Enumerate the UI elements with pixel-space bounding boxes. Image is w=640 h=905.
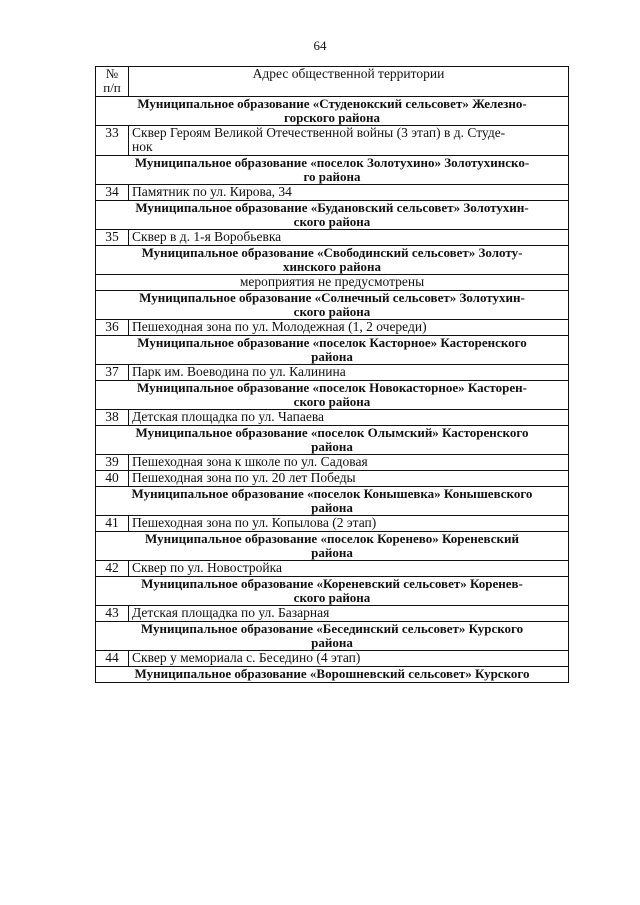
- territory-address-line: Сквер Героям Великой Отечественной войны (3 этап) в д. Студе-: [132, 125, 506, 140]
- municipality-name-line: Муниципальное образование «поселок Золотухино» Золотухинско-: [134, 155, 530, 170]
- municipality-section-row: [96, 381, 569, 410]
- territory-address-line: Пешеходная зона по ул. Копылова (2 этап): [132, 515, 377, 530]
- municipality-section-row: [96, 201, 569, 230]
- municipality-section-row: [96, 577, 569, 606]
- territory-address-cell: [129, 455, 569, 471]
- municipality-name-line: ского района: [293, 590, 371, 605]
- municipality-name-line: Муниципальное образование «Свободинский сельсовет» Золоту-: [141, 245, 523, 260]
- territory-address-cell: [129, 561, 569, 577]
- territory-address-cell: [129, 516, 569, 532]
- municipality-name-line: района: [311, 635, 353, 650]
- municipality-name-line: горского района: [284, 110, 380, 125]
- territory-address-line: Детская площадка по ул. Базарная: [132, 605, 330, 620]
- row-number: 36: [96, 320, 129, 336]
- territory-row: [96, 126, 569, 156]
- row-number: 37: [96, 365, 129, 381]
- territory-row: [96, 471, 569, 487]
- territory-row: [96, 320, 569, 336]
- territory-row: [96, 606, 569, 622]
- territory-address-cell: [129, 471, 569, 487]
- territory-address-cell: [129, 126, 569, 156]
- municipality-section-row: [96, 246, 569, 275]
- municipality-section-row: [96, 532, 569, 561]
- municipality-name-line: хинского района: [282, 259, 382, 274]
- territory-address-line: Памятник по ул. Кирова, 34: [132, 184, 292, 199]
- territory-address-cell: [129, 410, 569, 426]
- row-number: 38: [96, 410, 129, 426]
- row-number: 34: [96, 185, 129, 201]
- header-address-cell: Адрес общественной территории: [129, 67, 569, 97]
- municipality-name-cell: [96, 201, 569, 230]
- municipality-section-row: [96, 667, 569, 683]
- municipality-name-line: Муниципальное образование «Студенокский сельсовет» Железно-: [137, 96, 527, 111]
- municipality-name-cell: [96, 622, 569, 651]
- municipality-section-row: [96, 156, 569, 185]
- territory-row: [96, 651, 569, 667]
- municipality-name-line: Муниципальное образование «поселок Олымский» Касторенского: [135, 425, 529, 440]
- page-number: 64: [313, 38, 327, 53]
- territory-row: [96, 455, 569, 471]
- territory-address-line: Сквер по ул. Новостройка: [132, 560, 282, 575]
- header-num-abbr: п/п: [103, 80, 121, 95]
- territory-address-line: Сквер в д. 1-я Воробьевка: [132, 229, 282, 244]
- municipality-name-line: района: [311, 439, 353, 454]
- municipality-name-line: ского района: [293, 304, 371, 319]
- municipality-name-line: Муниципальное образование «Бесединский сельсовет» Курского: [140, 621, 524, 636]
- municipality-name-cell: [96, 426, 569, 455]
- row-number: 43: [96, 606, 129, 622]
- territory-row: [96, 516, 569, 532]
- territory-address-cell: [129, 230, 569, 246]
- row-number: 42: [96, 561, 129, 577]
- municipality-name-cell: [96, 532, 569, 561]
- row-number: 33: [96, 126, 129, 156]
- territory-row: [96, 230, 569, 246]
- territory-address-line: Пешеходная зона по ул. Молодежная (1, 2 очереди): [132, 319, 427, 334]
- municipality-name-line: ского района: [293, 394, 371, 409]
- table-header-row: [96, 67, 569, 97]
- territory-row: [96, 365, 569, 381]
- municipality-section-row: [96, 487, 569, 516]
- row-number: 39: [96, 455, 129, 471]
- header-num-cell: [96, 67, 129, 97]
- municipality-section-row: [96, 97, 569, 126]
- municipality-name-cell: [96, 97, 569, 126]
- municipality-section-row: [96, 622, 569, 651]
- territory-table-body: [96, 67, 569, 683]
- municipality-name-cell: [96, 667, 569, 683]
- territory-address-cell: [129, 606, 569, 622]
- municipality-name-line: Муниципальное образование «Солнечный сельсовет» Золотухин-: [139, 290, 525, 305]
- row-number: 40: [96, 471, 129, 487]
- municipality-name-line: Муниципальное образование «Ворошневский сельсовет» Курского: [134, 666, 530, 681]
- territory-address-line: нок: [132, 139, 153, 154]
- municipality-name-cell: [96, 381, 569, 410]
- territory-address-line: Детская площадка по ул. Чапаева: [132, 409, 325, 424]
- territory-address-line: Пешеходная зона к школе по ул. Садовая: [132, 454, 368, 469]
- territory-address-cell: [129, 320, 569, 336]
- municipality-name-line: Муниципальное образование «поселок Кореневo» Кореневский: [145, 531, 519, 546]
- municipality-name-cell: [96, 487, 569, 516]
- municipality-name-cell: [96, 156, 569, 185]
- municipality-section-row: [96, 291, 569, 320]
- municipality-name-line: Муниципальное образование «поселок Касторное» Касторенского: [137, 335, 527, 350]
- territory-row: [96, 410, 569, 426]
- municipality-name-line: района: [311, 500, 353, 515]
- municipality-name-line: района: [311, 349, 353, 364]
- municipality-name-cell: [96, 291, 569, 320]
- municipality-section-row: [96, 336, 569, 365]
- territory-table: [95, 66, 569, 683]
- municipality-name-cell: [96, 577, 569, 606]
- municipality-name-line: Муниципальное образование «Будановский сельсовет» Золотухин-: [135, 200, 529, 215]
- row-number: 41: [96, 516, 129, 532]
- municipality-name-cell: [96, 336, 569, 365]
- row-number: 44: [96, 651, 129, 667]
- territory-row: [96, 561, 569, 577]
- territory-address-line: Парк им. Воеводина по ул. Калинина: [132, 364, 346, 379]
- territory-address-cell: [129, 651, 569, 667]
- municipality-name-line: Муниципальное образование «поселок Конышевка» Конышевского: [131, 486, 533, 501]
- municipality-name-line: го района: [303, 169, 361, 184]
- header-num-symbol: №: [105, 66, 119, 81]
- territory-address-cell: [129, 185, 569, 201]
- territory-address-line: Сквер у мемориала с. Беседино (4 этап): [132, 650, 361, 665]
- territory-address-cell: [129, 365, 569, 381]
- row-number: 35: [96, 230, 129, 246]
- municipality-name-line: Муниципальное образование «Кореневский сельсовет» Коренев-: [141, 576, 523, 591]
- note-cell: [96, 275, 569, 291]
- municipality-name-line: района: [311, 545, 353, 560]
- municipality-name-line: ского района: [293, 214, 371, 229]
- municipality-section-row: [96, 426, 569, 455]
- note-text: мероприятия не предусмотрены: [239, 274, 425, 289]
- municipality-name-cell: [96, 246, 569, 275]
- territory-row: [96, 185, 569, 201]
- territory-address-line: Пешеходная зона по ул. 20 лет Победы: [132, 470, 356, 485]
- municipality-name-line: Муниципальное образование «поселок Новокасторное» Касторен-: [137, 380, 527, 395]
- note-row: [96, 275, 569, 291]
